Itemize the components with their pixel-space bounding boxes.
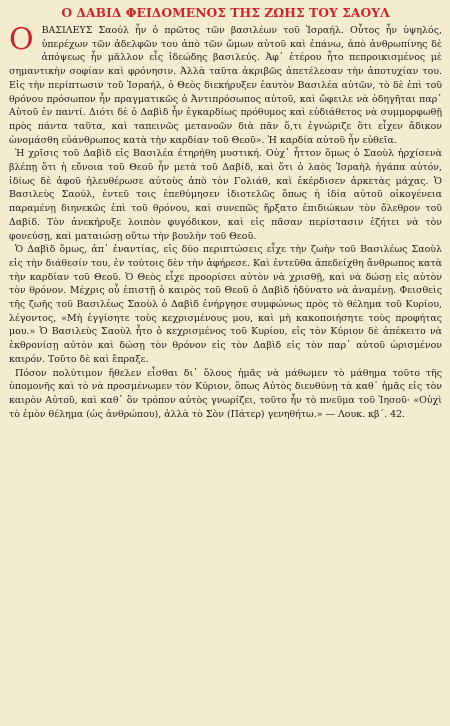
drop-cap-letter: Ο — [9, 22, 34, 57]
paragraph-2: Ἡ χρῖσις τοῦ Δαβὶδ εἰς Βασιλέα ἐτηρήθη μυστική. Οὐχ᾽ ἧττον ὅμως ὁ Σαοὺλ ἠρχίσενὰ βλέπῃ ὅτι ἡ εὔνοια τοῦ Θεοῦ ἦν μετὰ τοῦ Δαβίδ, καὶ ὅτι ὁ λαὸς Ἰσραὴλ ἠγάπα αὐτόν, ἰδίως δὲ ἀφοῦ ἠλευθέρωσε αὐτοὺς ἀπὸ τὸν Γολιάθ, καὶ ἐκέρδισεν ἀρκετὰς μάχας. Ὁ Βασιλεὺς Σαούλ, ἐντεῦ τοις ἐπεθύμησεν ἰδιοτελῶς ὅπως ἡ ἰδία αὐτοῦ οἰκογένεια παραμένῃ διηνεκῶς ἐπὶ τοῦ θρόνου, καὶ συνεπῶς ἤρξατο ἐπιδιώκων τὸν ὄλεθρον τοῦ Δαβίδ. Τὸν ἀνεκήρυξε λοιπὸν φυγόδικον, καὶ εἰς πᾶσαν περίστασιν ἐζήτει νὰ τὸν φονεύσῃ, καὶ ματαιώσῃ οὕτω τὴν βουλὴν τοῦ Θεοῦ. — [9, 148, 442, 242]
paragraph-3: Ὁ Δαβὶδ ὅμως, ἀπ᾽ ἐναντίας, εἰς δύο περιπτώσεις εἶχε τὴν ζωὴν τοῦ Βασιλέως Σαοὺλ εἰς τὴν διάθεσίν του, ἐν τούτοις δὲν τὴν ἀφήρεσε. Καὶ ἐντεῦθα ἀπεδείχθη ἄνθρωπος κατὰ τὴν καρδίαν τοῦ Θεοῦ. Ὁ Θεὸς εἶχε προορίσει αὐτὸν νὰ χρισθῇ, καὶ νὰ δώσῃ εἰς αὐτὸν τὸν θρόνον. Μέχρις οὗ ἐπιστῇ ὁ καιρὸς τοῦ Θεοῦ ὁ Δαβὶδ ἠδύνατο νὰ ἀναμένῃ. Φεισθεὶς τῆς ζωῆς τοῦ Βασιλέως Σαοὺλ ὁ Δαβὶδ ἐνήργησε συμφώνως πρὸς τὸ θέλημα τοῦ Κυρίου, λέγοντος, «Μὴ ἐγγίσητε τοὺς κεχρισμένους μου, καὶ μὴ κακοποιήσητε τοὺς προφήτας μου.» Ὁ Βασιλεὺς Σαοὺλ ἦτο ὁ κεχρισμένος τοῦ Κυρίου, εἰς τὸν Κύριον δὲ ἀπέκειτο νὰ ἐκθρονίσῃ αὐτὸν καὶ δώσῃ τὸν θρόνον εἰς τὸν Δαβὶδ εἰς τὸν παρ᾽ αὐτοῦ ὡρισμένον καιρόν. Τοῦτο δὲ καὶ ἔπραξε. — [9, 244, 442, 365]
paragraph-1-text: ΒΑΣΙΛΕΥΣ Σαούλ ἦν ὁ πρῶτος τῶν βασιλέων τοῦ Ἰσραήλ. Οὗτος ἦν ὑψηλός, ὑπερέχων τῶν ἀδελφῶν του ἀπὸ τῶν ὤμων αὐτοῦ καὶ ἐπάνω, ἀπὸ ἀνθρωπίνης δὲ ἀπόψεως ἦν μᾶλλον εἷς ἰδεώδης βασιλεύς. Ἀφ᾽ ἑτέρου ἦτο πεπροικισμένος μὲ σημαντικὴν σοφίαν καὶ φρόνησιν. Ἀλλὰ ταῦτα ἀκριβῶς ἀπετέλεσαν τὴν ἀποτυχίαν του. Εἰς τὴν περίπτωσιν τοῦ Ἰσραήλ, ὁ Θεὸς διεκήρυξεν ἑαυτὸν Βασιλέα αὐτῶν, τὸ δὲ ἐπὶ τοῦ θρόνου πρόσωπον ἦν πραγματικῶς ὁ Ἀντιπρόσωπος αὐτοῦ, καὶ ὤφειλε νὰ ὁδηγῆται παρ᾽ Αὐτοῦ ἐν παντί. Διότι δὲ ὁ Δαβὶδ ἦν ἐγκαρδίως πρόθυμος καὶ εὐδιάθετος νὰ συμμορφωθῇ πρὸς πάντα ταῦτα, καὶ ταπεινῶς μετανοῶν διὰ πᾶν ὅ,τι ἐγνώριζε ὅτι εἶχεν ἄδικον ὡνομάσθη εὐάνθρωπος κατὰ τὴν καρδίαν τοῦ Θεοῦ». Ἡ καρδία αὐτοῦ ἦν εὐθεῖα. — [9, 25, 442, 146]
article-title: Ο ΔΑΒΙΔ ΦΕΙΔΟΜΕΝΟΣ ΤΗΣ ΖΩΗΣ ΤΟΥ ΣΑΟΥΛ — [61, 5, 390, 20]
paragraph-1 — [9, 24, 442, 147]
paragraph-4: Πόσον πολύτιμον ἤθελεν εἶσθαι δι᾽ ὅλους ἡμᾶς νὰ μάθωμεν τὸ μάθημα τοῦτο τῆς ὑπομονῆς καὶ τὸ νὰ προσμένωμεν τὸν Κύριον, ὅπως Αὐτὸς διευθύνῃ τὰ καθ᾽ ἡμᾶς εἰς τὸν καιρὸν Αὐτοῦ, καὶ καθ᾽ ὃν τρόπον αὐτὸς γνωρίζει, τοῦτο ἦν τὸ πνεῦμα τοῦ Ἰησοῦ· «Οὐχὶ τὸ ἐμὸν θέλημα (ὡς ἀνθρώπου), ἀλλὰ τὸ Σὸν (Πάτερ) γενηθήτω.» — Λουκ. κβ´. 42. — [9, 367, 442, 420]
article-body — [9, 24, 442, 421]
